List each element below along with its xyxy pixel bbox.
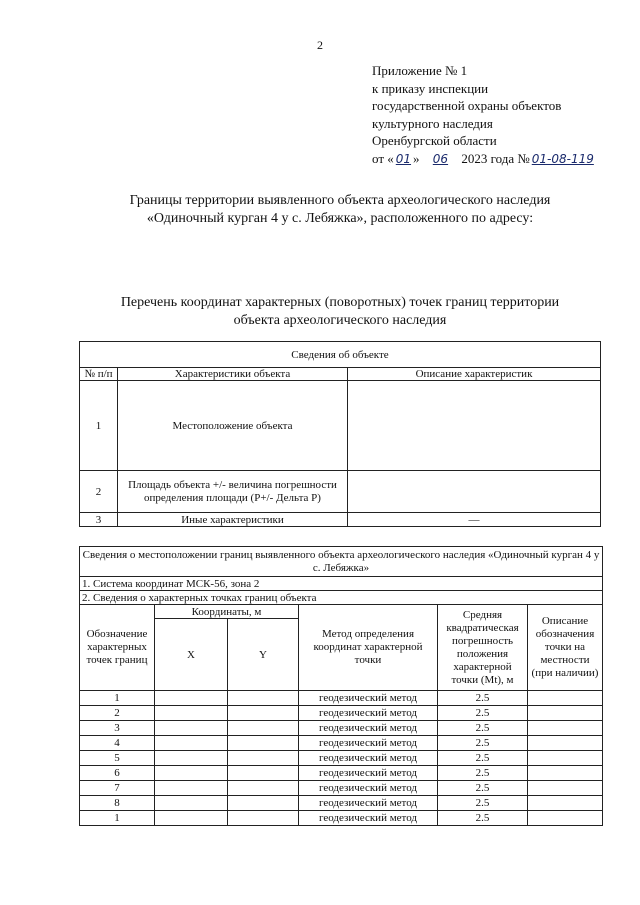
method-cell: геодезический метод <box>299 736 438 751</box>
table-row <box>80 721 603 736</box>
coord-x <box>155 781 228 796</box>
coord-x <box>155 811 228 826</box>
row-number: 1 <box>80 381 118 471</box>
coord-y <box>228 766 299 781</box>
point-description <box>528 796 603 811</box>
coord-y <box>228 691 299 706</box>
error-cell: 2.5 <box>438 781 528 796</box>
row-characteristic: Иные характеристики <box>118 513 348 527</box>
coord-x <box>155 706 228 721</box>
point-description <box>528 736 603 751</box>
table-row <box>80 796 603 811</box>
method-cell: геодезический метод <box>299 691 438 706</box>
coord-x <box>155 766 228 781</box>
appendix-line: к приказу инспекции <box>372 80 489 96</box>
appendix-line: государственной охраны объектов <box>372 98 562 113</box>
column-header-y: Y <box>228 619 299 691</box>
handwritten-day: 01 <box>395 151 412 166</box>
coord-y <box>228 736 299 751</box>
coord-y <box>228 811 299 826</box>
coord-x <box>155 736 228 751</box>
error-cell: 2.5 <box>438 736 528 751</box>
point-label: 7 <box>80 781 155 796</box>
coord-y <box>228 751 299 766</box>
method-cell: геодезический метод <box>299 751 438 766</box>
title-line: Границы территории выявленного объекта археологического наследия <box>129 193 551 208</box>
error-cell: 2.5 <box>438 811 528 826</box>
coord-x <box>155 721 228 736</box>
method-cell: геодезический метод <box>299 811 438 826</box>
coord-x <box>155 691 228 706</box>
object-info-table <box>79 341 601 527</box>
error-cell: 2.5 <box>438 796 528 811</box>
page-number: 2 <box>317 38 323 52</box>
table-row <box>80 471 601 513</box>
point-description <box>528 811 603 826</box>
appendix-line: Приложение № 1 <box>372 63 468 78</box>
title-line: Перечень координат характерных (поворотных) точек границ территории <box>120 295 560 310</box>
coord-y <box>228 706 299 721</box>
coord-y <box>228 781 299 796</box>
method-cell: геодезический метод <box>299 796 438 811</box>
title-line: «Одиночный курган 4 у с. Лебяжка», расположенного по адресу: <box>146 211 534 226</box>
column-header-description: Описание характеристик <box>348 368 601 381</box>
date-sep: » <box>413 150 420 166</box>
section-2-label: 2. Сведения о характерных точках границ объекта <box>80 591 603 605</box>
table-row <box>80 381 601 471</box>
point-label: 1 <box>80 691 155 706</box>
table-row <box>80 781 603 796</box>
point-label: 5 <box>80 751 155 766</box>
column-header-error: Средняя квадратическая погрешность положения характерной точки (Mt), м <box>438 605 528 691</box>
column-header-characteristic: Характеристики объекта <box>118 368 348 381</box>
error-cell: 2.5 <box>438 721 528 736</box>
error-cell: 2.5 <box>438 691 528 706</box>
appendix-line: Оренбургской области <box>372 133 497 148</box>
row-characteristic: Площадь объекта +/- величина погрешности определения площади (P+/- Дельта P) <box>118 471 348 513</box>
row-characteristic: Местоположение объекта <box>118 381 348 471</box>
coordinates-table <box>79 546 603 826</box>
point-label: 4 <box>80 736 155 751</box>
table-row <box>80 736 603 751</box>
method-cell: геодезический метод <box>299 766 438 781</box>
table-row <box>80 706 603 721</box>
object-table-header: Сведения об объекте <box>80 342 601 368</box>
table-row <box>80 691 603 706</box>
order-date-line <box>372 150 596 169</box>
handwritten-order-number: 01-08-119 <box>531 151 594 166</box>
point-label: 2 <box>80 706 155 721</box>
point-label: 1 <box>80 811 155 826</box>
point-label: 3 <box>80 721 155 736</box>
column-header-coordinates: Координаты, м <box>155 605 299 619</box>
method-cell: геодезический метод <box>299 706 438 721</box>
coord-x <box>155 751 228 766</box>
table-row <box>80 513 601 527</box>
table-row <box>80 811 603 826</box>
method-cell: геодезический метод <box>299 721 438 736</box>
row-number: 2 <box>80 471 118 513</box>
point-description <box>528 706 603 721</box>
point-label: 6 <box>80 766 155 781</box>
column-header-num: № п/п <box>80 368 118 381</box>
appendix-line: культурного наследия <box>372 115 493 131</box>
column-header-method: Метод определения координат характерной точки <box>299 605 438 691</box>
coord-y <box>228 796 299 811</box>
row-description <box>348 381 601 471</box>
year-text: 2023 года № <box>461 150 530 166</box>
coord-x <box>155 796 228 811</box>
coord-y <box>228 721 299 736</box>
column-header-point-description: Описание обозначения точки на местности (при наличии) <box>528 605 603 691</box>
coord-table-header: Сведения о местоположении границ выявленного объекта археологического наследия «Одиночный курган 4 у с. Лебяжка» <box>80 547 603 577</box>
handwritten-month: 06 <box>432 151 449 166</box>
point-description <box>528 721 603 736</box>
table-row <box>80 751 603 766</box>
table-row <box>80 766 603 781</box>
date-prefix: от « <box>372 150 394 166</box>
row-description: — <box>348 513 601 527</box>
column-header-point: Обозначение характерных точек границ <box>80 605 155 691</box>
appendix-block <box>372 62 596 168</box>
coordinate-system: 1. Система координат МСК-56, зона 2 <box>80 577 603 591</box>
boundaries-title <box>60 192 620 228</box>
column-header-x: X <box>155 619 228 691</box>
point-description <box>528 691 603 706</box>
point-description <box>528 751 603 766</box>
error-cell: 2.5 <box>438 706 528 721</box>
point-description <box>528 766 603 781</box>
point-label: 8 <box>80 796 155 811</box>
error-cell: 2.5 <box>438 766 528 781</box>
title-line: объекта археологического наследия <box>233 313 447 328</box>
error-cell: 2.5 <box>438 751 528 766</box>
row-description <box>348 471 601 513</box>
row-number: 3 <box>80 513 118 527</box>
point-description <box>528 781 603 796</box>
method-cell: геодезический метод <box>299 781 438 796</box>
coordinates-list-title <box>60 294 620 330</box>
